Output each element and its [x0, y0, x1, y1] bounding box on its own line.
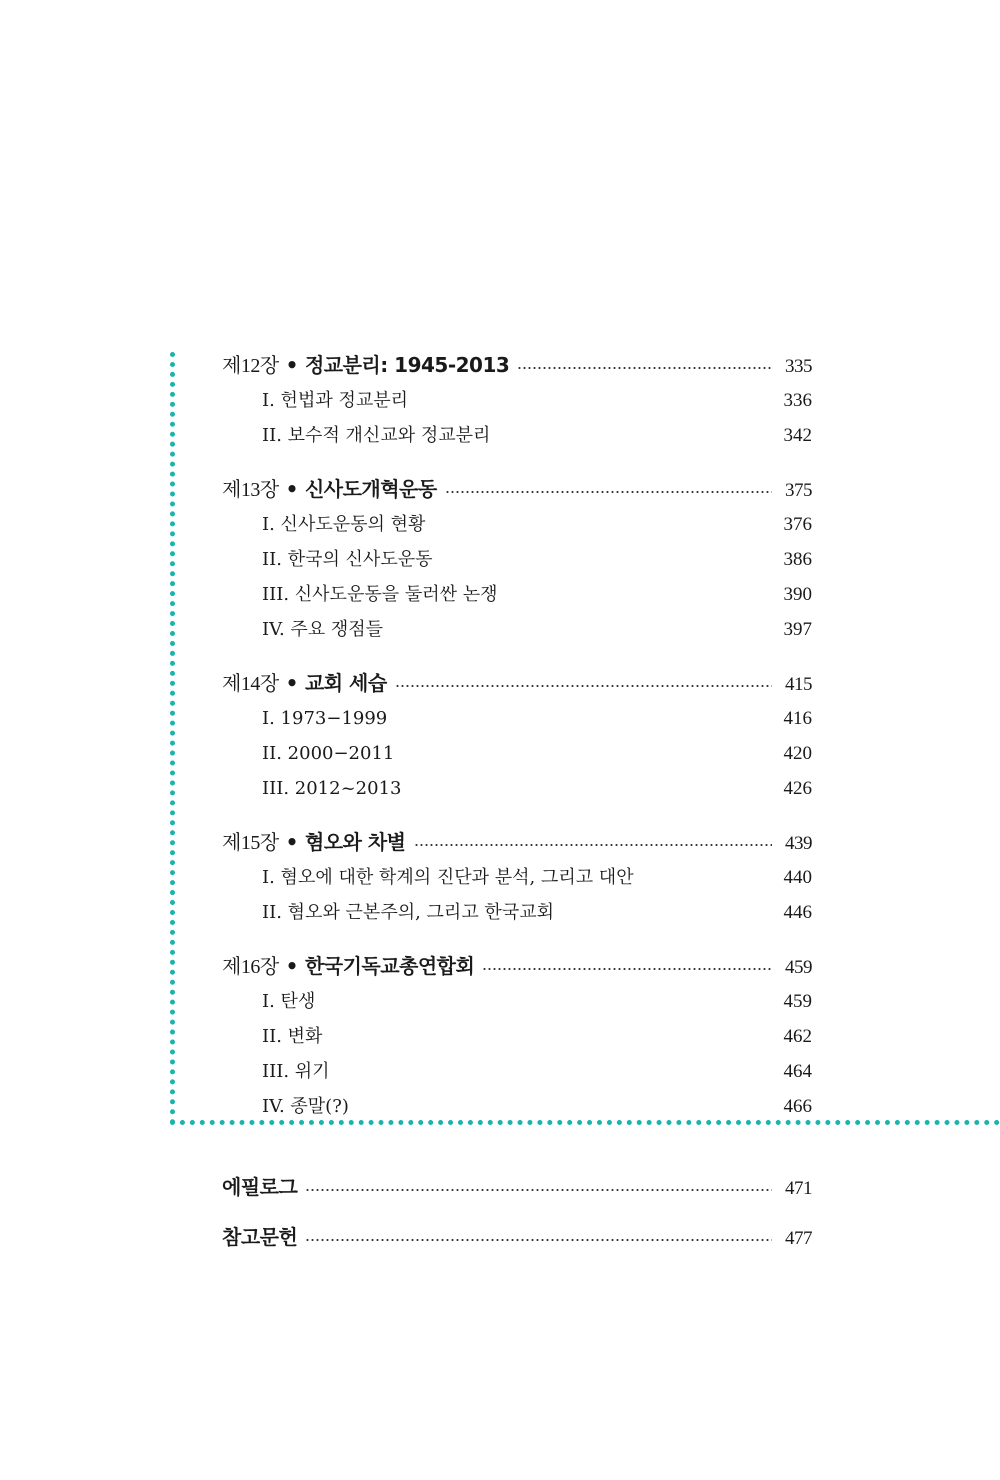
table-of-contents — [222, 348, 812, 1143]
section-label: II. 2000−2011 — [262, 743, 395, 764]
back-matter-title: 에필로그 — [222, 1175, 298, 1199]
section-page-number: 397 — [783, 619, 812, 640]
dot-leader — [445, 489, 772, 495]
dot-leader — [395, 683, 772, 689]
section-label: I. 신사도운동의 현황 — [262, 514, 426, 535]
dot-leader — [482, 966, 772, 972]
section-label: III. 위기 — [262, 1061, 330, 1082]
chapter-title: 한국기독교총연합회 — [304, 954, 475, 978]
chapter-page-number: 415 — [785, 674, 812, 695]
section-entry[interactable] — [222, 542, 812, 577]
section-entry[interactable] — [222, 736, 812, 771]
section-entry[interactable] — [222, 701, 812, 736]
chapter-entry[interactable] — [222, 348, 812, 383]
section-page-number: 464 — [783, 1061, 812, 1082]
chapter-title: 정교분리: 1945-2013 — [304, 353, 510, 377]
section-entry[interactable] — [222, 771, 812, 806]
back-matter-page-number: 477 — [785, 1228, 812, 1249]
back-matter-page-number: 471 — [785, 1178, 812, 1199]
section-label: II. 변화 — [262, 1026, 323, 1047]
chapter-page-number: 375 — [785, 480, 812, 501]
chapter-bullet: • — [285, 830, 298, 854]
section-entry[interactable] — [222, 984, 812, 1019]
section-page-number: 462 — [783, 1026, 812, 1047]
section-entry[interactable] — [222, 895, 812, 930]
chapter-page-number: 439 — [785, 833, 812, 854]
chapter-bullet: • — [285, 671, 298, 695]
section-entry[interactable] — [222, 418, 812, 453]
chapter-title: 신사도개혁운동 — [304, 477, 437, 501]
section-entry[interactable] — [222, 1019, 812, 1054]
chapter-number: 제13장 — [222, 479, 279, 501]
section-page-number: 466 — [783, 1096, 812, 1117]
chapter-number: 제12장 — [222, 355, 279, 377]
chapter-entry[interactable] — [222, 472, 812, 507]
section-entry[interactable] — [222, 860, 812, 895]
section-page-number: 446 — [783, 902, 812, 923]
section-label: II. 혐오와 근본주의, 그리고 한국교회 — [262, 902, 554, 923]
section-entry[interactable] — [222, 612, 812, 647]
dot-leader — [305, 1237, 772, 1243]
chapter-number: 제16장 — [222, 956, 279, 978]
chapter-entry[interactable] — [222, 949, 812, 984]
chapter-entry[interactable] — [222, 825, 812, 860]
chapter-bullet: • — [285, 353, 298, 377]
section-page-number: 376 — [783, 514, 812, 535]
chapter-block — [222, 666, 812, 806]
section-page-number: 426 — [783, 778, 812, 799]
section-page-number: 342 — [783, 425, 812, 446]
section-page-number: 459 — [783, 991, 812, 1012]
chapter-title: 혐오와 차별 — [304, 830, 406, 854]
chapter-block — [222, 949, 812, 1124]
section-label: I. 헌법과 정교분리 — [262, 390, 408, 411]
chapter-page-number: 459 — [785, 957, 812, 978]
section-label: I. 1973−1999 — [262, 708, 388, 729]
section-entry[interactable] — [222, 577, 812, 612]
section-page-number: 416 — [783, 708, 812, 729]
chapter-bullet: • — [285, 477, 298, 501]
section-entry[interactable] — [222, 383, 812, 418]
dot-leader — [305, 1187, 772, 1193]
section-label: III. 신사도운동을 둘러싼 논쟁 — [262, 584, 498, 605]
section-page-number: 336 — [783, 390, 812, 411]
dot-leader — [517, 365, 772, 371]
section-label: I. 혐오에 대한 학계의 진단과 분석, 그리고 대안 — [262, 867, 634, 888]
chapter-block — [222, 348, 812, 453]
chapter-number: 제15장 — [222, 832, 279, 854]
back-matter-list — [222, 1170, 812, 1270]
section-page-number: 440 — [783, 867, 812, 888]
back-matter-entry[interactable] — [222, 1220, 812, 1255]
section-page-number: 390 — [783, 584, 812, 605]
chapter-bullet: • — [285, 954, 298, 978]
section-label: IV. 종말(?) — [262, 1096, 349, 1117]
section-label: II. 보수적 개신교와 정교분리 — [262, 425, 491, 446]
section-label: I. 탄생 — [262, 991, 316, 1012]
chapter-title: 교회 세습 — [304, 671, 387, 695]
back-matter-title: 참고문헌 — [222, 1225, 298, 1249]
section-entry[interactable] — [222, 1089, 812, 1124]
section-label: IV. 주요 쟁점들 — [262, 619, 384, 640]
section-label: III. 2012~2013 — [262, 778, 402, 799]
chapter-block — [222, 472, 812, 647]
section-label: II. 한국의 신사도운동 — [262, 549, 433, 570]
chapter-number: 제14장 — [222, 673, 279, 695]
section-page-number: 386 — [783, 549, 812, 570]
section-entry[interactable] — [222, 1054, 812, 1089]
chapter-page-number: 335 — [785, 356, 812, 377]
dot-leader — [414, 842, 772, 848]
chapter-entry[interactable] — [222, 666, 812, 701]
section-page-number: 420 — [783, 743, 812, 764]
chapter-block — [222, 825, 812, 930]
back-matter-entry[interactable] — [222, 1170, 812, 1205]
section-entry[interactable] — [222, 507, 812, 542]
